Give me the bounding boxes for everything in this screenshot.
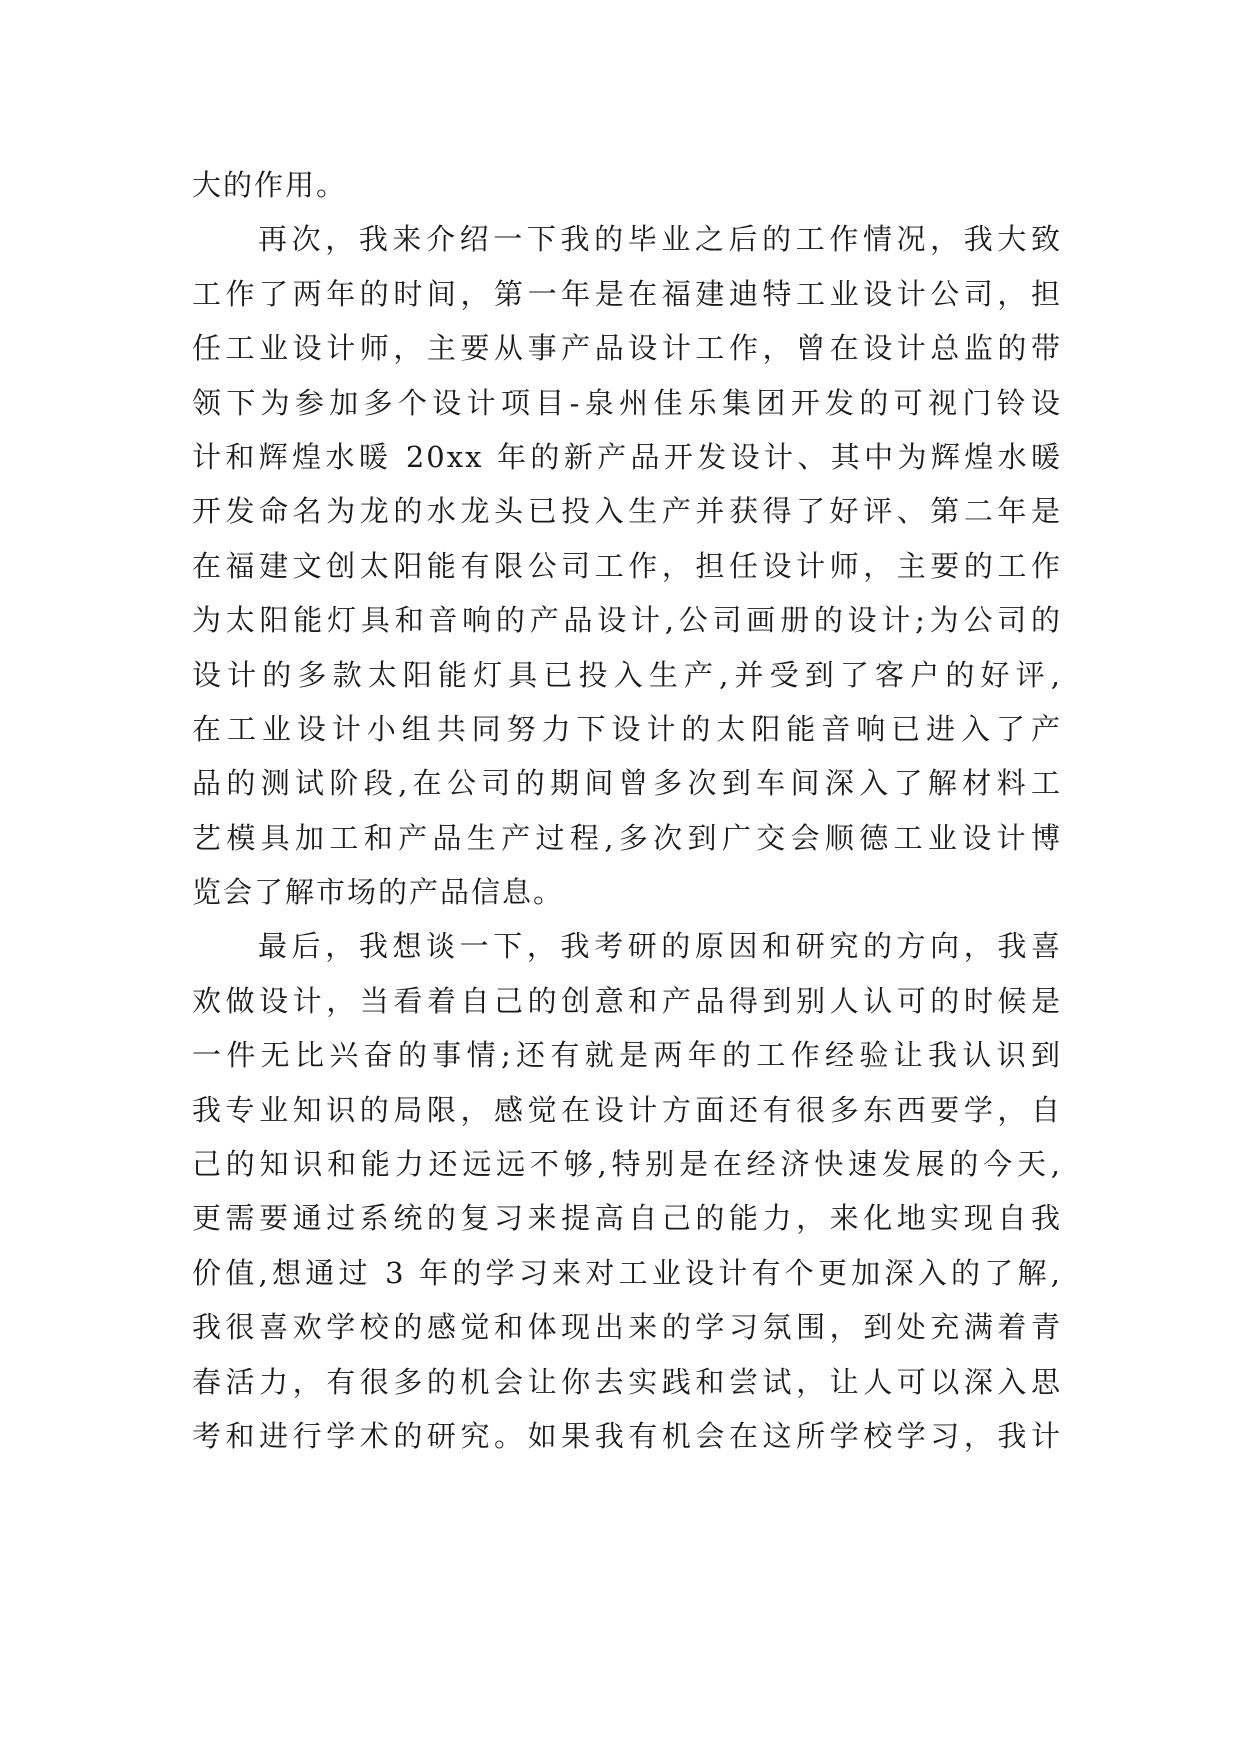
text-line: 览会了解市场的产品信息。 <box>192 875 565 910</box>
body-text <box>192 158 1062 1463</box>
text-line: 大的作用。 <box>192 168 348 202</box>
text-line: 欢做设计，当看着自己的创意和产品得到别人认可的时候是 <box>192 983 1062 1018</box>
text-line: 考和进行学术的研究。如果我有机会在这所学校学习，我计 <box>192 1418 1062 1453</box>
text-line: 再次，我来介绍一下我的毕业之后的工作情况，我大致 <box>258 222 1062 257</box>
text-line: 我专业知识的局限，感觉在设计方面还有很多东西要学，自 <box>192 1092 1062 1127</box>
text-line: 一件无比兴奋的事情;还有就是两年的工作经验让我认识到 <box>192 1038 1062 1073</box>
text-line: 品的测试阶段,在公司的期间曾多次到车间深入了解材料工 <box>192 766 1062 801</box>
text-line: 开发命名为龙的水龙头已投入生产并获得了好评、第二年是 <box>192 494 1062 529</box>
text-line: 领下为参加多个设计项目-泉州佳乐集团开发的可视门铃设 <box>192 385 1062 420</box>
text-line: 我很喜欢学校的感觉和体现出来的学习氛围，到处充满着青 <box>192 1310 1062 1345</box>
text-line: 艺模具加工和产品生产过程,多次到广交会顺德工业设计博 <box>192 820 1062 855</box>
text-line: 己的知识和能力还远远不够,特别是在经济快速发展的今天, <box>192 1147 1062 1182</box>
text-line: 计和辉煌水暖 20xx 年的新产品开发设计、其中为辉煌水暖 <box>192 439 1062 474</box>
text-line: 工作了两年的时间，第一年是在福建迪特工业设计公司，担 <box>192 276 1062 311</box>
text-line: 春活力，有很多的机会让你去实践和尝试，让人可以深入思 <box>192 1364 1062 1399</box>
text-line: 在福建文创太阳能有限公司工作，担任设计师，主要的工作 <box>192 548 1062 583</box>
text-line: 更需要通过系统的复习来提高自己的能力，来化地实现自我 <box>192 1201 1062 1236</box>
text-line: 任工业设计师，主要从事产品设计工作，曾在设计总监的带 <box>192 331 1062 366</box>
text-line: 最后，我想谈一下，我考研的原因和研究的方向，我喜 <box>258 929 1062 964</box>
text-line: 设计的多款太阳能灯具已投入生产,并受到了客户的好评, <box>192 657 1062 692</box>
text-line: 价值,想通过 3 年的学习来对工业设计有个更加深入的了解, <box>192 1255 1062 1290</box>
text-line: 在工业设计小组共同努力下设计的太阳能音响已进入了产 <box>192 711 1062 746</box>
text-line: 为太阳能灯具和音响的产品设计,公司画册的设计;为公司的 <box>192 603 1062 638</box>
